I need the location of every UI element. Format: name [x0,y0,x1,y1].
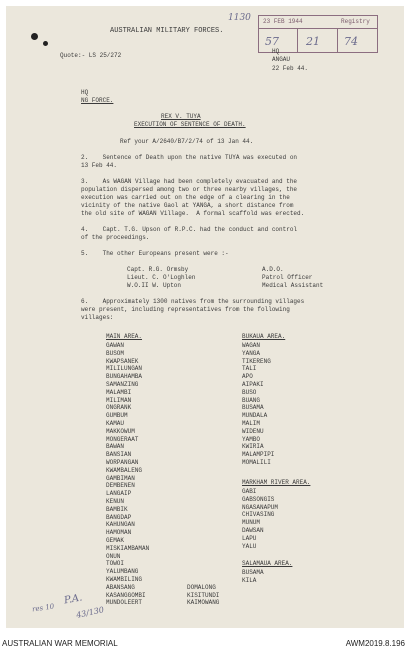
village-name: BUSAMA [242,569,264,576]
para-2-line: 13 Feb 44. [81,162,118,169]
village-name: NGASANAPUM [242,503,279,511]
stamp-cell [298,29,338,52]
village-name: ABANSANG [106,583,135,591]
village-name: YANGA [242,349,261,357]
punch-hole [43,41,48,46]
village-name: TOWOI [106,560,125,568]
village-name: KENUN [106,498,125,505]
village-name: APO [242,373,253,381]
village-name: KILA [242,576,257,584]
subject-line-1: REX V. TUYA [161,113,201,120]
village-name: YALU [242,542,257,550]
para-4-line: 4. Capt. T.G. Upson of R.P.C. had the conduct and control [81,226,298,233]
village-name: BANSIAN [106,451,132,459]
village-name: KAMAU [106,420,125,427]
reference-line: Ref your A/2640/B7/2/74 of 13 Jan 44. [120,138,254,145]
salamaua-area-title: SALAMAUA AREA. [242,560,293,567]
village-name: MUNUM [242,519,261,527]
village-name: KWAMBILING [106,576,143,583]
village-name: CHIVASING [242,511,275,519]
recipient-line-2: NG FORCE. [81,97,114,104]
village-name: BAMBIK [106,505,128,513]
village-name: KISITUNDI [187,591,220,599]
margin-fragment: res 10 [31,602,55,614]
person-name: Lieut. C. O'Loghlen [127,274,196,281]
footer-accession: AWM2019.8.196 [345,639,405,648]
village-name: KWAMBALENG [106,466,143,474]
person-name: Capt. R.G. Ormsby [127,266,189,273]
village-name: ONGRANK [106,404,132,412]
para-2-line: 2. Sentence of Death upon the native TUYA was executed on [81,154,298,161]
punch-hole [31,33,38,40]
village-name: TIKERENG [242,357,271,365]
village-name: WIDENU [242,427,264,435]
para-3-line: execution was carried out on the edge of a clearing in the [81,194,290,201]
village-name: DAWSAN [242,527,264,534]
para-3-line: vicinity of the native Gaol at YANGA, a short distance from [81,202,294,209]
village-name: WAGAN [242,342,261,349]
stamp-date: 23 FEB 1944 [263,18,303,25]
village-name: KAIMOWANG [187,599,220,607]
para-3-line: 3. As WAGAN Village had been completely evacuated and the [81,178,298,185]
footer-bar [0,634,409,653]
document-page [6,6,404,628]
village-name: KAHUNGAN [106,521,135,529]
footer-institution: AUSTRALIAN WAR MEMORIAL [2,639,118,648]
village-name: GAWAN [106,342,125,349]
village-name: LAPU [242,534,257,542]
sender-line-1: HQ [272,48,280,55]
village-name: MAKKOWUM [106,427,135,435]
para-6-line: were present, including representatives from the following [81,306,290,313]
village-name: TALI [242,365,257,373]
stamp-cell [338,29,376,52]
quote-reference: Quote:- LS 25/272 [60,52,122,59]
village-name: MONGERAAT [106,435,139,443]
margin-file-number: 43/130 [75,605,105,620]
para-4-line: of the proceedings. [81,234,150,241]
stamp-number-3: 74 [344,35,358,48]
person-role: Medical Assistant [262,282,324,289]
stamp-header [259,16,377,29]
person-role: A.D.O. [262,266,284,273]
village-name: ONUN [106,552,121,560]
para-5-intro: 5. The other Europeans present were :- [81,250,229,257]
stamp-number-1: 57 [265,35,279,48]
stamp-number-2: 21 [306,35,320,48]
subject-line-2: EXECUTION OF SENTENCE OF DEATH. [134,121,246,128]
village-name: BUANG [242,396,261,404]
village-name: DOMALONG [187,583,216,591]
village-name: GABI [242,488,257,495]
village-name: BANGDAP [106,513,132,521]
village-name: DEMBENEN [106,482,135,490]
village-name: BAWAN [106,443,125,451]
markham-area-title: MARKHAM RIVER AREA. [242,479,311,486]
para-6-line: 6. Approximately 1300 natives from the surrounding villages [81,298,305,305]
recipient-line-1: HQ [81,89,89,96]
person-role: Patrol Officer [262,274,313,281]
para-3-line: the old site of WAGAN Village. A formal scaffold was erected. [81,210,305,217]
village-name: BUSO [242,388,257,396]
village-name: GAMBIMAN [106,474,135,482]
village-name: MILILUNGAN [106,365,143,373]
stamp-label: Registry [341,18,370,25]
village-name: BUNGAHAMBA [106,373,143,381]
village-name: MOMALILI [242,459,271,466]
village-name: YAMBO [242,435,261,443]
document-title: AUSTRALIAN MILITARY FORCES. [110,27,224,35]
person-name: W.O.II W. Upton [127,282,182,289]
village-name: SAMANZING [106,381,139,388]
village-name: MALAMBI [106,388,132,396]
village-name: KASANGGOMBI [106,591,146,599]
village-name: KWIRIA [242,443,264,451]
village-name: LANGAIP [106,490,132,498]
village-name: BUSAMA [242,404,264,412]
village-name: HAMOMAN [106,529,132,537]
village-name: KWAPSANEK [106,357,139,365]
sender-line-2: ANGAU [272,56,291,63]
village-name: GUMBUM [106,412,128,420]
village-name: MALAMPIPI [242,451,275,459]
handwritten-number: 1130 [228,13,251,23]
document-date: 22 Feb 44. [272,65,309,72]
village-name: MISKIAMBAMAN [106,544,150,552]
village-name: WORPANGAN [106,459,139,466]
village-name: MILIMAN [106,396,132,404]
village-name: MALIM [242,420,261,427]
village-name: AIPAKI [242,381,264,388]
bukaua-area-title: BUKAUA AREA. [242,333,286,340]
village-name: YALUMBANG [106,568,139,576]
village-name: MUNDALA [242,412,268,420]
para-6-line: villages: [81,314,114,321]
village-name: MUNDOLEERT [106,599,143,607]
village-name: GABSONGIS [242,495,275,503]
para-3-line: population dispersed among two or three nearby villages, the [81,186,298,193]
village-name: BUSOM [106,349,125,357]
main-area-title: MAIN AREA. [106,333,143,340]
margin-pa: P.A. [63,592,84,607]
village-name: GEMAK [106,537,125,544]
